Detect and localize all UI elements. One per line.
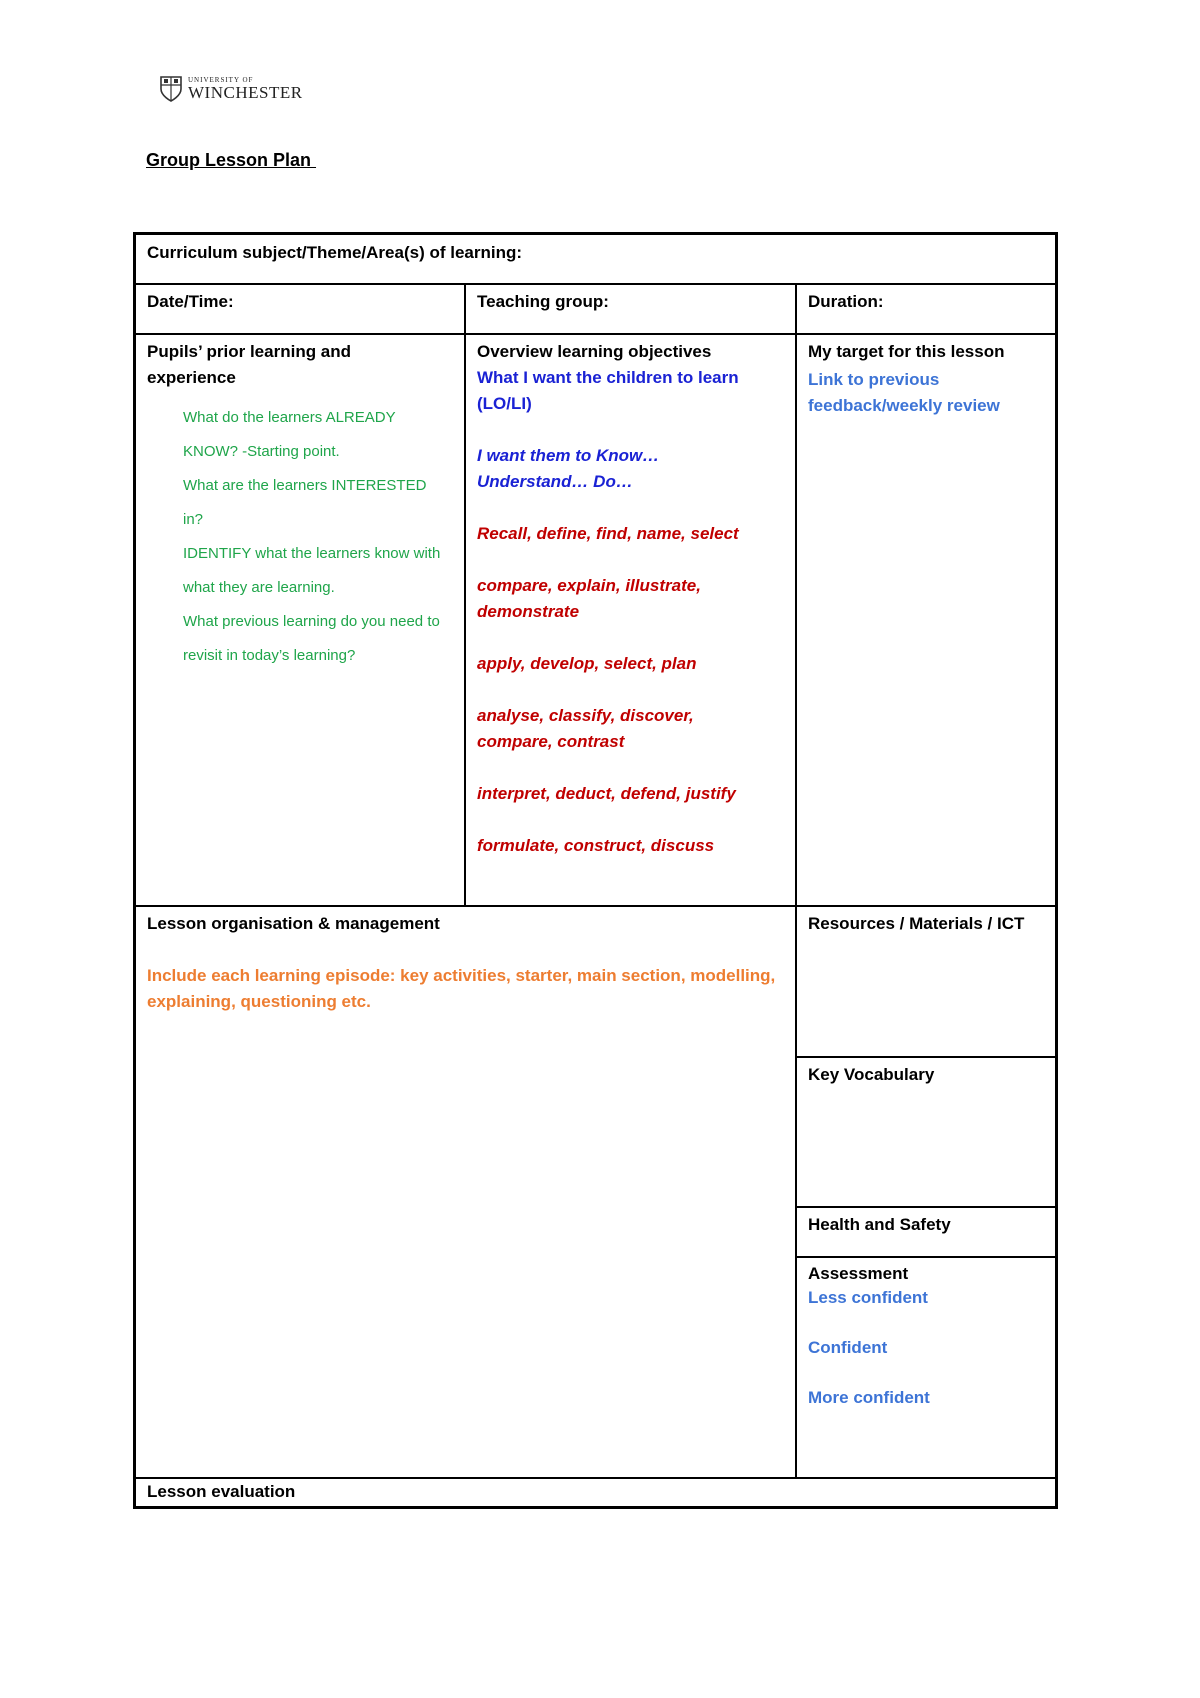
prompt-text: What previous learning do you need to revisit in today’s learning?: [183, 613, 440, 664]
teaching-group-cell[interactable]: Teaching group:: [477, 292, 609, 311]
logo-small-text: UNIVERSITY OF: [188, 76, 254, 84]
know-understand-do: I want them to Know… Understand… Do…: [477, 446, 660, 491]
curriculum-cell[interactable]: Curriculum subject/Theme/Area(s) of learning:: [147, 243, 523, 262]
prompt-text: What do the learners ALREADY KNOW? -Starting point.: [183, 409, 396, 460]
lesson-organisation-cell[interactable]: [136, 907, 795, 1477]
lesson-target-cell[interactable]: [797, 335, 1055, 905]
assessment-level: Less confident: [808, 1288, 928, 1307]
assessment-level: More confident: [808, 1388, 930, 1407]
objective-verbs: formulate, construct, discuss: [477, 836, 715, 855]
table-border-top: [133, 232, 1058, 235]
assessment-heading: Assessment: [808, 1264, 909, 1283]
objectives-subheading: What I want the children to learn (LO/LI): [477, 368, 739, 413]
prior-learning-cell[interactable]: [136, 335, 464, 905]
objective-verbs: analyse, classify, discover, compare, contrast: [477, 706, 694, 751]
assessment-cell[interactable]: [797, 1258, 1055, 1477]
target-heading: My target for this lesson: [808, 342, 1005, 361]
health-safety-cell[interactable]: Health and Safety: [808, 1215, 951, 1234]
assessment-level: Confident: [808, 1338, 888, 1357]
resources-cell[interactable]: Resources / Materials / ICT: [808, 914, 1025, 933]
target-note: Link to previous feedback/weekly review: [808, 370, 1000, 415]
page-title: Group Lesson Plan: [146, 150, 317, 170]
objective-verbs: Recall, define, find, name, select: [477, 524, 739, 543]
table-border-right: [1055, 232, 1058, 1509]
objectives-heading: Overview learning objectives: [477, 342, 712, 361]
key-vocabulary-cell[interactable]: Key Vocabulary: [808, 1065, 935, 1084]
objective-verbs: apply, develop, select, plan: [477, 654, 697, 673]
prompt-text: What are the learners INTERESTED in?: [183, 477, 427, 528]
organisation-heading: Lesson organisation & management: [147, 914, 440, 933]
lesson-evaluation-cell[interactable]: Lesson evaluation: [147, 1482, 296, 1501]
organisation-note: Include each learning episode: key activities, starter, main section, modelling, explaining, questioning etc.: [147, 966, 776, 1011]
logo-big-text: WINCHESTER: [188, 83, 303, 102]
prior-learning-prompts: [147, 401, 445, 673]
prior-learning-heading: Pupils’ prior learning and experience: [147, 342, 352, 387]
table-border-bottom: [133, 1506, 1058, 1509]
prompt-text: IDENTIFY what the learners know with what they are learning.: [183, 545, 441, 596]
date-time-cell[interactable]: Date/Time:: [147, 292, 234, 311]
duration-cell[interactable]: Duration:: [808, 292, 884, 311]
crest-icon: [160, 76, 182, 102]
learning-objectives-cell[interactable]: [466, 335, 795, 905]
university-logo: [160, 76, 303, 102]
objective-verbs: compare, explain, illustrate, demonstrate: [477, 576, 701, 621]
objective-verbs: interpret, deduct, defend, justify: [477, 784, 736, 803]
